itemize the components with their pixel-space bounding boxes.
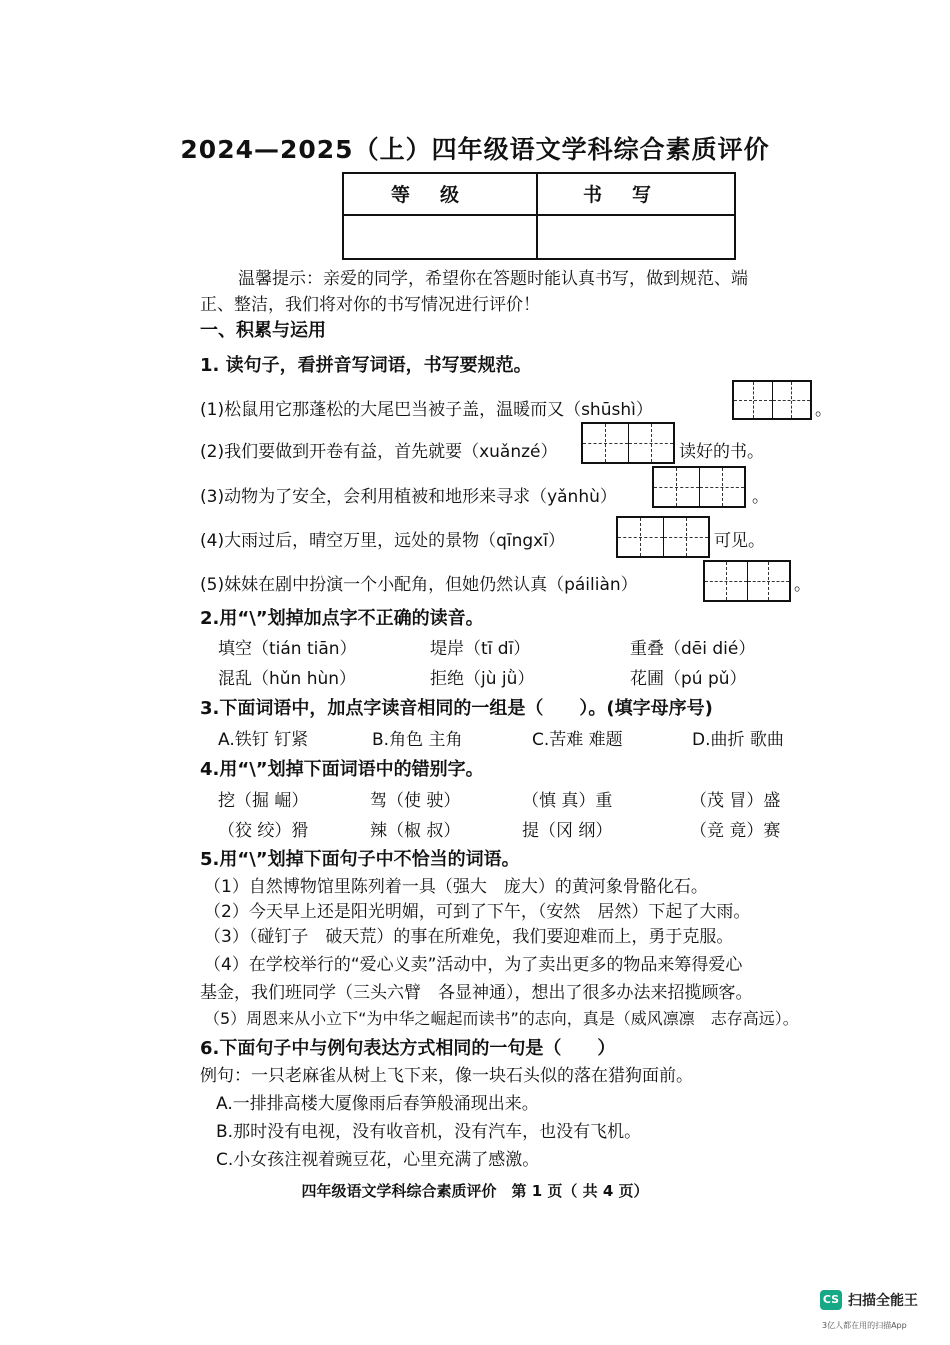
q1-item-1-end: 。 (815, 400, 832, 420)
q6-example: 例句：一只老麻雀从树上飞下来，像一块石头似的落在猎狗面前。 (200, 1066, 693, 1086)
q1-item-3-end: 。 (752, 487, 769, 507)
q1-answer-grid-5[interactable] (703, 560, 791, 602)
q5-sentence: （3）（碰钉子 破天荒）的事在所难免，我们要迎难而上，勇于克服。 (204, 927, 734, 947)
q2-item: 混乱（hǔn hùn） (218, 669, 357, 689)
q2-item: 花圃（pú pǔ） (630, 669, 747, 689)
page-footer: 四年级语文学科综合素质评价 第 1 页（ 共 4 页） (301, 1182, 649, 1200)
q1-answer-grid-4[interactable] (616, 516, 710, 558)
q1-item-5-end: 。 (794, 575, 811, 595)
q1-item-2-text: (2)我们要做到开卷有益，首先就要（xuǎnzé） (200, 442, 558, 462)
q1-item-3-text: (3)动物为了安全，会利用植被和地形来寻求（yǎnhù） (200, 487, 617, 507)
q2-item: 堤岸（tī dī） (430, 639, 531, 659)
q6-title: 6.下面句子中与例句表达方式相同的一句是（ ） (200, 1038, 616, 1059)
q4-item: 驾（使 驶） (370, 791, 461, 811)
q4-title: 4.用“\”划掉下面词语中的错别字。 (200, 759, 484, 780)
tip-line-1: 温馨提示：亲爱的同学，希望你在答题时能认真书写，做到规范、端 (238, 269, 748, 289)
camscanner-slogan: 3亿人都在用的扫描App (822, 1321, 907, 1330)
q4-item: （慎 真）重 (522, 791, 613, 811)
q1-answer-grid-1[interactable] (732, 380, 812, 420)
q1-item-4-text: (4)大雨过后，晴空万里，远处的景物（qīngxī） (200, 531, 565, 551)
q4-item: （狡 绞）猾 (218, 821, 309, 841)
q1-item-2-end: 读好的书。 (679, 442, 764, 462)
q1-title: 1. 读句子，看拼音写词语，书写要规范。 (200, 355, 532, 376)
q2-item: 重叠（dēi dié） (630, 639, 756, 659)
q6-option-b: B.那时没有电视，没有收音机，没有汽车，也没有飞机。 (216, 1122, 642, 1142)
q2-title: 2.用“\”划掉加点字不正确的读音。 (200, 608, 484, 629)
q3-title: 3.下面词语中，加点字读音相同的一组是（ ）。(填字母序号) (200, 698, 713, 719)
q1-answer-grid-3[interactable] (652, 466, 746, 508)
q4-item: （竞 竟）赛 (690, 821, 781, 841)
q1-item-4-end: 可见。 (714, 531, 765, 551)
camscanner-brand: 扫描全能王 (848, 1293, 918, 1309)
q5-title: 5.用“\”划掉下面句子中不恰当的词语。 (200, 849, 520, 870)
q4-item: 挖（掘 崛） (218, 791, 309, 811)
q4-item: （茂 冒）盛 (690, 791, 781, 811)
q1-item-1-text: (1)松鼠用它那蓬松的大尾巴当被子盖，温暖而又（shūshì） (200, 400, 653, 420)
q2-item: 拒绝（jù jǜ） (430, 669, 535, 689)
q5-sentence: （4）在学校举行的“爱心义卖”活动中，为了卖出更多的物品来筹得爱心 (204, 955, 743, 975)
page-title: 2024—2025（上）四年级语文学科综合素质评价 (180, 135, 770, 164)
handwriting-header: 书写 (582, 184, 681, 206)
grade-box (342, 172, 736, 260)
q4-item: 辣（椒 叔） (370, 821, 461, 841)
q1-answer-grid-2[interactable] (581, 422, 675, 464)
q6-option-c: C.小女孩注视着豌豆花，心里充满了感激。 (216, 1150, 540, 1170)
q5-sentence: （5）周恩来从小立下“为中华之崛起而读书”的志向，真是（威风凛凛 志存高远）。 (204, 1009, 799, 1028)
q3-option-b: B.角色 主角 (372, 730, 463, 750)
section-heading: 一、积累与运用 (200, 320, 326, 341)
q5-sentence: （2）今天早上还是阳光明媚，可到了下午，（安然 居然）下起了大雨。 (204, 902, 751, 922)
q4-item: 提（冈 纲） (522, 821, 613, 841)
q3-option-d: D.曲折 歌曲 (692, 730, 784, 750)
q5-sentence: 基金，我们班同学（三头六臂 各显神通），想出了很多办法来招揽顾客。 (200, 983, 753, 1003)
q1-item-5-text: (5)妹妹在剧中扮演一个小配角，但她仍然认真（páiliàn） (200, 575, 638, 595)
camscanner-logo: CS (820, 1290, 842, 1310)
tip-line-2: 正、整洁，我们将对你的书写情况进行评价！ (200, 295, 540, 315)
q6-option-a: A.一排排高楼大厦像雨后春笋般涌现出来。 (216, 1094, 539, 1114)
q3-option-a: A.铁钉 钉紧 (218, 730, 309, 750)
grade-header: 等级 (390, 184, 489, 206)
q3-option-c: C.苦难 难题 (532, 730, 623, 750)
q2-item: 填空（tián tiān） (218, 639, 357, 659)
q5-sentence: （1）自然博物馆里陈列着一具（强大 庞大）的黄河象骨骼化石。 (204, 877, 708, 897)
q1-item-1 (200, 395, 653, 420)
